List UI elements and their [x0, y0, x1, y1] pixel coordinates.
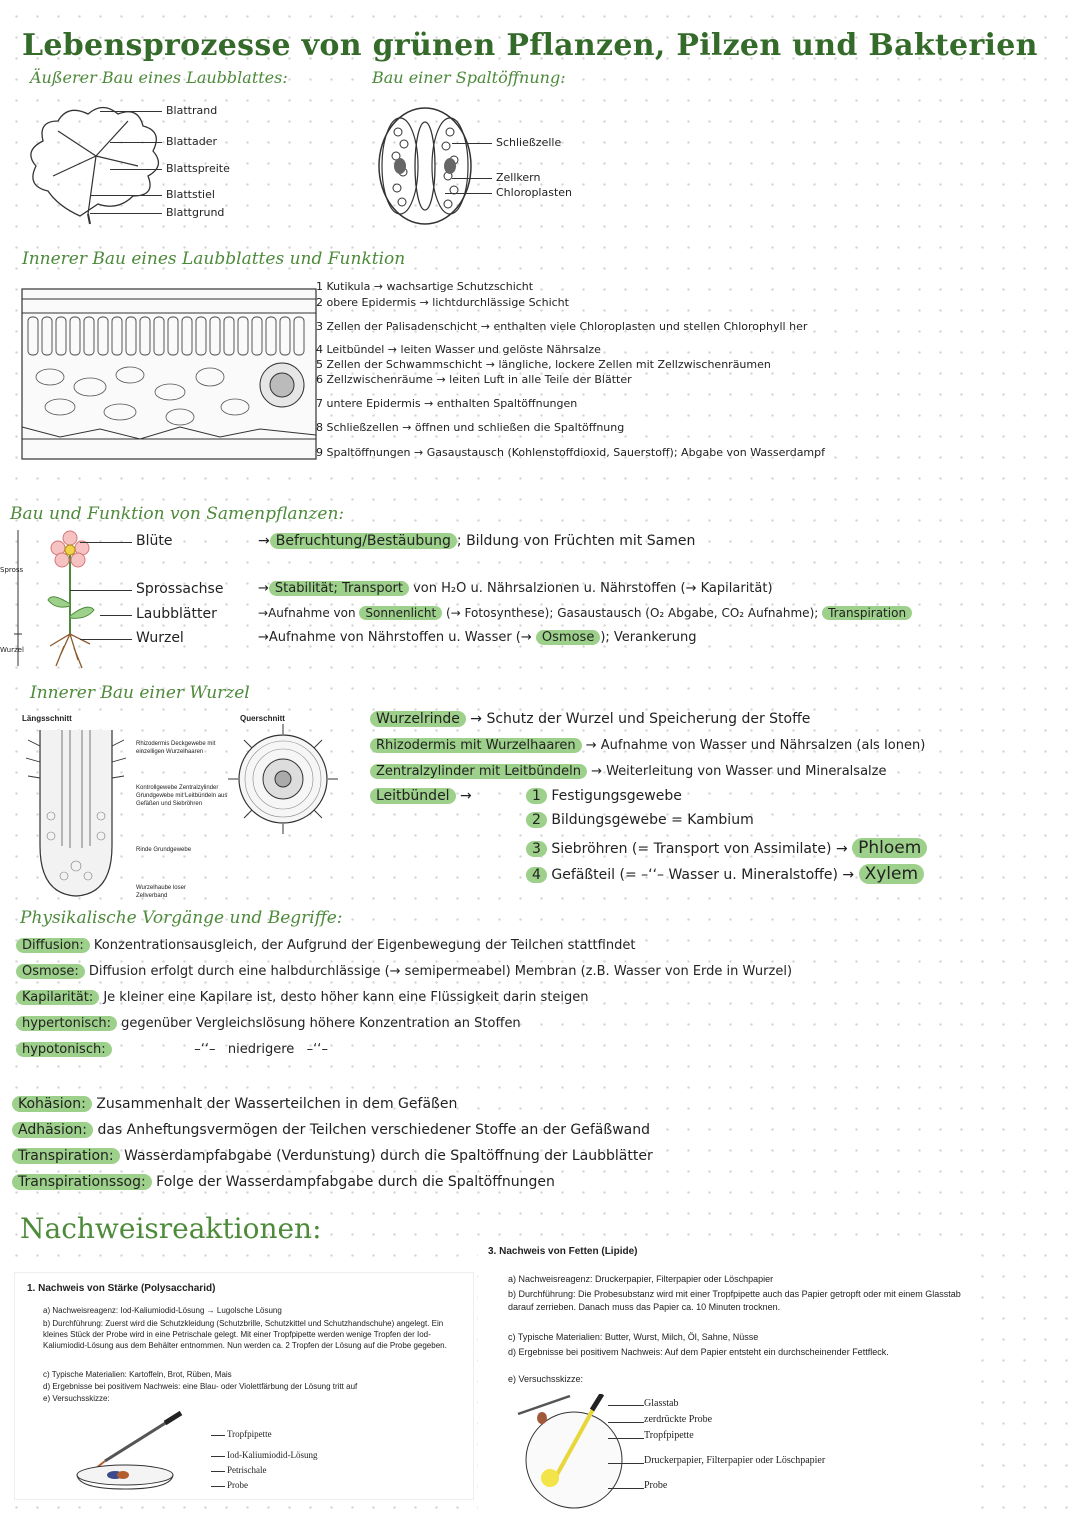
plant-side-spross: Spross — [0, 566, 24, 574]
term-label: Transpirationssog: — [12, 1174, 152, 1190]
sketch-label: Tropfpipette — [227, 1429, 272, 1439]
starch-d: d) Ergebnisse bei positivem Nachweis: eine Blau- oder Violettfärbung der Lösung tritt auf — [43, 1382, 358, 1391]
label-rinde: Rinde Grundgewebe — [136, 847, 192, 853]
root-cross-label: Querschnitt — [240, 714, 285, 723]
fat-c: c) Typische Materialien: Butter, Wurst, Milch, Öl, Sahne, Nüsse — [508, 1332, 759, 1342]
root-longitudinal-drawing — [26, 726, 126, 900]
plant-part-wurzel: Wurzel — [136, 630, 184, 646]
starch-sketch — [75, 1411, 225, 1491]
term-transpirationssog — [12, 1174, 555, 1190]
term-osmose — [16, 964, 792, 979]
label-blattspreite: Blattspreite — [166, 162, 230, 175]
vessel-num: 3 — [526, 841, 547, 857]
hl-osmose: Osmose — [536, 630, 600, 645]
fat-sketch — [510, 1394, 650, 1510]
root-heading: Innerer Bau einer Wurzel — [30, 683, 250, 703]
hl-leitbuendel: Leitbündel — [370, 788, 456, 804]
term-transpiration — [12, 1148, 653, 1164]
root-note-3 — [370, 764, 886, 779]
fat-test-card — [478, 1240, 978, 1510]
term-def: das Anheftungsvermögen der Teilchen verschiedener Stoffe an der Gefäßwand — [97, 1122, 650, 1138]
leaf-outer-drawing — [18, 96, 168, 226]
hl-stabilitaet: Stabilität; Transport — [269, 581, 409, 596]
root-note-4 — [370, 788, 472, 804]
label-blattgrund: Blattgrund — [166, 206, 225, 219]
term-label: Adhäsion: — [12, 1122, 93, 1138]
starch-a: a) Nachweisreagenz: Iod-Kaliumiodid-Lösung → Lugolsche Lösung — [43, 1306, 282, 1315]
term-kohaesion — [12, 1096, 457, 1112]
starch-test-card — [14, 1272, 474, 1500]
leaf-item-text: Zellen der Schwammschicht → längliche, lockere Zellen mit Zellzwischenräumen — [326, 358, 771, 371]
leaf-inner-heading: Innerer Bau eines Laubblattes und Funktion — [22, 249, 406, 269]
root-cross-drawing — [224, 720, 342, 838]
leaf-item-6 — [316, 373, 632, 386]
note-text: → Schutz der Wurzel und Speicherung der Stoffe — [465, 711, 811, 727]
leaf-item-text: Kutikula → wachsartige Schutzschicht — [326, 280, 534, 293]
root-longitudinal-label: Längsschnitt — [22, 714, 72, 723]
func-text: (→ Fotosynthese); Gasaustausch (O₂ Abgabe, CO₂ Aufnahme); — [442, 606, 823, 620]
term-label: Kapilarität: — [16, 990, 99, 1005]
vessel-text: Gefäßteil (= –‘‘– Wasser u. Mineralstoffe) → — [551, 867, 855, 883]
hl-rhizodermis: Rhizodermis mit Wurzelhaaren — [370, 738, 582, 753]
sketch-label: zerdrückte Probe — [644, 1414, 713, 1425]
sketch-label: Probe — [227, 1480, 248, 1490]
func-text: von H₂O u. Nährsalzionen u. Nährstoffen (→ Kapilarität) — [408, 581, 773, 596]
leaf-item-num: 8 — [316, 421, 323, 434]
tests-heading: Nachweisreaktionen: — [20, 1212, 322, 1245]
leaf-item-text: Zellzwischenräume → leiten Luft in alle Teile der Blätter — [326, 373, 632, 386]
starch-c: c) Typische Materialien: Kartoffeln, Brot, Rüben, Mais — [43, 1370, 232, 1379]
leaf-item-text: untere Epidermis → enthalten Spaltöffnungen — [326, 397, 578, 410]
root-note-1 — [370, 711, 810, 727]
sketch-label: Petrischale — [227, 1465, 267, 1475]
label-chloroplasten: Chloroplasten — [496, 186, 573, 199]
term-def: Diffusion erfolgt durch eine halbdurchlässige (→ semipermeabel) Membran (z.B. Wasser von Erde in Wurzel) — [88, 964, 793, 979]
leaf-item-4 — [316, 343, 601, 356]
leaf-item-text: obere Epidermis → lichtdurchlässige Schicht — [326, 296, 569, 309]
plant-part-sprossachse: Sprossachse — [136, 581, 224, 597]
plant-side-wurzel: Wurzel — [0, 646, 24, 654]
label-rhizodermis: Rhizodermis Deckgewebe mit einzelligen Wurzelhaaren — [136, 741, 216, 755]
seed-plants-heading: Bau und Funktion von Samenpflanzen: — [10, 504, 345, 524]
fat-title: 3. Nachweis von Fetten (Lipide) — [488, 1246, 638, 1257]
func-text: Aufnahme von — [268, 606, 360, 620]
term-label: Osmose: — [16, 964, 85, 979]
term-def: Zusammenhalt der Wasserteilchen in dem Gefäßen — [96, 1096, 458, 1112]
fat-a: a) Nachweisreagenz: Druckerpapier, Filterpapier oder Löschpapier — [508, 1274, 774, 1284]
term-adhaesion — [12, 1122, 650, 1138]
plant-func-laubblaetter: →Aufnahme von Sonnenlicht (→ Fotosynthese); Gasaustausch (O₂ Abgabe, CO₂ Aufnahme); Transpiration — [258, 606, 912, 620]
label-zellkern: Zellkern — [496, 171, 541, 184]
hl-zentralzylinder: Zentralzylinder mit Leitbündeln — [370, 764, 587, 779]
leaf-item-9 — [316, 446, 825, 459]
sketch-label: Glasstab — [644, 1398, 679, 1409]
term-diffusion — [16, 938, 635, 953]
term-kapilaritaet — [16, 990, 589, 1005]
leaf-item-num: 6 — [316, 373, 323, 386]
term-def: Wasserdampfabgabe (Verdunstung) durch die Spaltöffnung der Laubblätter — [124, 1148, 653, 1164]
leaf-item-num: 7 — [316, 397, 323, 410]
hl-phloem: Phloem — [852, 838, 927, 858]
leaf-item-num: 9 — [316, 446, 323, 459]
term-def: Folge der Wasserdampfabgabe durch die Spaltöffnungen — [156, 1174, 555, 1190]
leaf-item-num: 2 — [316, 296, 323, 309]
plant-part-bluete: Blüte — [136, 533, 173, 549]
leaf-item-7 — [316, 397, 577, 410]
term-label: Transpiration: — [12, 1148, 120, 1164]
vessel-3 — [526, 838, 927, 858]
label-wurzelhaube: Wurzelhaube loser Zellverband — [136, 885, 186, 899]
label-blattader: Blattader — [166, 135, 217, 148]
starch-title: 1. Nachweis von Stärke (Polysaccharid) — [27, 1283, 216, 1294]
term-label: Diffusion: — [16, 938, 90, 953]
vessel-1 — [526, 788, 682, 804]
hl-transpiration: Transpiration — [822, 606, 912, 620]
term-label: Kohäsion: — [12, 1096, 92, 1112]
label-zentralzylinder: Kontrollgewebe Zentralzylinder Grundgewebe mit Leitbündeln aus Gefäßen und Siebröhren — [136, 785, 228, 807]
leaf-item-num: 1 — [316, 280, 323, 293]
starch-b: b) Durchführung: Zuerst wird die Schutzkleidung (Schutzbrille, Schutzkittel und Schutzhandschuhe) angelegt. Ein kleines Stück der Probe wird in eine Petrischale gelegt. Mit einer Tropfpipette werden wenige Tropfen der Iod-Kaliumiodid-Lösung aus dem Behälter entnommen. Nun werden ca. 2 Tropfen der Lösung auf die Probe gegeben. — [43, 1319, 447, 1350]
term-def: –‘‘– niedrigere –‘‘– — [194, 1042, 328, 1057]
leaf-item-text: Spaltöffnungen → Gasaustausch (Kohlenstoffdioxid, Sauerstoff); Abgabe von Wasserdampf — [326, 446, 826, 459]
leaf-item-text: Leitbündel → leiten Wasser und gelöste Nährsalze — [326, 343, 601, 356]
plant-drawing — [12, 526, 122, 672]
label-blattrand: Blattrand — [166, 104, 218, 117]
hl-wurzelrinde: Wurzelrinde — [370, 711, 466, 727]
vessel-2 — [526, 812, 754, 828]
leaf-item-num: 5 — [316, 358, 323, 371]
hl-xylem: Xylem — [859, 864, 924, 884]
hl-befruchtung: Befruchtung/Bestäubung — [270, 533, 457, 549]
func-text: ); Verankerung — [600, 630, 697, 645]
term-def: Je kleiner eine Kapilare ist, desto höher kann eine Flüssigkeit darin steigen — [103, 990, 589, 1005]
starch-e: e) Versuchsskizze: — [43, 1394, 110, 1403]
sketch-label: Tropfpipette — [644, 1430, 694, 1441]
page-title: Lebensprozesse von grünen Pflanzen, Pilzen und Bakterien — [22, 28, 1038, 63]
leaf-item-8 — [316, 421, 624, 434]
leaf-item-2 — [316, 296, 569, 309]
vessel-num: 4 — [526, 867, 547, 883]
note-text: → Weiterleitung von Wasser und Mineralsalze — [586, 764, 887, 779]
func-text: Aufnahme von Nährstoffen u. Wasser (→ — [268, 630, 536, 645]
plant-part-laubblaetter: Laubblätter — [136, 606, 217, 622]
leaf-item-num: 3 — [316, 320, 323, 333]
plant-func-sprossachse: → Stabilität; Transport von H₂O u. Nährsalzionen u. Nährstoffen (→ Kapilarität) — [258, 581, 773, 596]
leaf-outer-heading: Äußerer Bau eines Laubblattes: — [30, 68, 288, 87]
fat-e: e) Versuchsskizze: — [508, 1374, 584, 1384]
term-label: hypertonisch: — [16, 1016, 117, 1031]
term-label: hypotonisch: — [16, 1042, 112, 1057]
leaf-item-num: 4 — [316, 343, 323, 356]
leaf-item-5 — [316, 358, 771, 371]
vessel-4 — [526, 864, 924, 884]
leaf-item-text: Schließzellen → öffnen und schließen die Spaltöffnung — [326, 421, 625, 434]
hl-sonnenlicht: Sonnenlicht — [359, 606, 442, 620]
note-text: → Aufnahme von Wasser und Nährsalzen (als Ionen) — [581, 738, 926, 753]
term-hypertonisch — [16, 1016, 521, 1031]
term-def: gegenüber Vergleichslösung höhere Konzentration an Stoffen — [121, 1016, 521, 1031]
label-blattstiel: Blattstiel — [166, 188, 215, 201]
term-hypotonisch — [16, 1042, 328, 1057]
fat-d: d) Ergebnisse bei positivem Nachweis: Auf dem Papier entsteht ein durchscheinender Fettfleck. — [508, 1347, 889, 1357]
root-note-2 — [370, 738, 925, 753]
term-def: Konzentrationsausgleich, der Aufgrund der Eigenbewegung der Teilchen stattfindet — [93, 938, 636, 953]
leaf-cross-section-drawing — [20, 277, 320, 467]
plant-func-bluete: → Befruchtung/Bestäubung ; Bildung von Früchten mit Samen — [258, 533, 696, 549]
physics-heading: Physikalische Vorgänge und Begriffe: — [20, 908, 343, 928]
sketch-label: Probe — [644, 1480, 668, 1491]
sketch-label: Iod-Kaliumiodid-Lösung — [227, 1450, 318, 1460]
leaf-item-text: Zellen der Palisadenschicht → enthalten viele Chloroplasten und stellen Chlorophyll her — [326, 320, 808, 333]
sketch-label: Druckerpapier, Filterpapier oder Löschpapier — [644, 1455, 826, 1466]
vessel-num: 1 — [526, 788, 547, 804]
leaf-item-3 — [316, 320, 807, 333]
vessel-text: Siebröhren (= Transport von Assimilate) → — [551, 841, 848, 857]
stoma-heading: Bau einer Spaltöffnung: — [372, 68, 566, 87]
fat-b: b) Durchführung: Die Probesubstanz wird mit einer Tropfpipette auch das Papier getropft oder mit einem Glasstab darauf zerrieben. Danach muss das Papier ca. 10 Minuten trocknen. — [508, 1289, 961, 1312]
vessel-text: Festigungsgewebe — [551, 788, 682, 804]
stoma-drawing — [370, 102, 480, 230]
vessel-num: 2 — [526, 812, 547, 828]
plant-func-wurzel: →Aufnahme von Nährstoffen u. Wasser (→ Osmose ); Verankerung — [258, 630, 697, 645]
label-schliesszelle: Schließzelle — [496, 136, 562, 149]
vessel-text: Bildungsgewebe = Kambium — [551, 812, 754, 828]
note-text: → — [455, 788, 472, 804]
leaf-item-1 — [316, 280, 533, 293]
func-text: ; Bildung von Früchten mit Samen — [456, 533, 696, 549]
